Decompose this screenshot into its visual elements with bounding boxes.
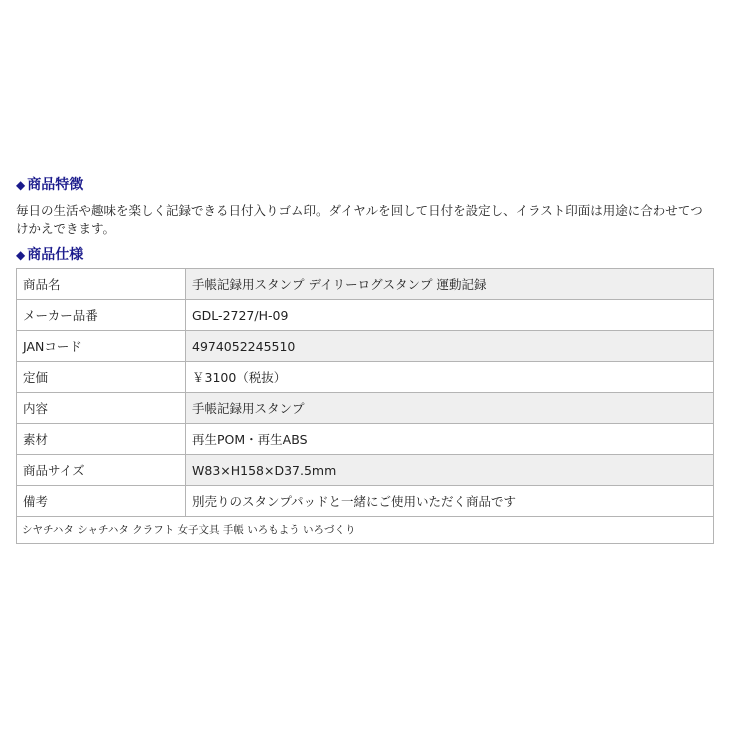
table-row — [17, 362, 714, 393]
table-row — [17, 331, 714, 362]
spec-label-contents: 内容 — [17, 393, 186, 424]
spec-label-maker-code: メーカー品番 — [17, 300, 186, 331]
spec-value-size: W83×H158×D37.5mm — [186, 455, 714, 486]
table-row — [17, 393, 714, 424]
specs-heading — [16, 244, 714, 266]
spec-value-contents: 手帳記録用スタンプ — [186, 393, 714, 424]
diamond-bullet-icon: ◆ — [16, 248, 26, 262]
spec-label-size: 商品サイズ — [17, 455, 186, 486]
keywords-row: シヤチハタ シャチハタ クラフト 女子文具 手帳 いろもよう いろづくり — [16, 517, 714, 544]
specs-heading-text: 商品仕様 — [27, 247, 84, 263]
spec-table — [16, 268, 714, 517]
spec-value-maker-code: GDL-2727/H-09 — [186, 300, 714, 331]
spec-label-jan-code: JANコード — [17, 331, 186, 362]
table-row — [17, 300, 714, 331]
spec-label-product-name: 商品名 — [17, 269, 186, 300]
spec-label-notes: 備考 — [17, 486, 186, 517]
spec-value-price: ￥3100（税抜） — [186, 362, 714, 393]
features-heading-text: 商品特徴 — [27, 177, 84, 193]
table-row — [17, 269, 714, 300]
spec-value-material: 再生POM・再生ABS — [186, 424, 714, 455]
table-row — [17, 486, 714, 517]
product-info — [16, 174, 714, 544]
spec-value-product-name: 手帳記録用スタンプ デイリーログスタンプ 運動記録 — [186, 269, 714, 300]
diamond-bullet-icon: ◆ — [16, 178, 26, 192]
spec-value-notes: 別売りのスタンプパッドと一緒にご使用いただく商品です — [186, 486, 714, 517]
features-heading — [16, 174, 714, 196]
table-row — [17, 424, 714, 455]
table-row — [17, 455, 714, 486]
spec-label-price: 定価 — [17, 362, 186, 393]
features-description: 毎日の生活や趣味を楽しく記録できる日付入りゴム印。ダイヤルを回して日付を設定し、イラスト印面は用途に合わせてつけかえできます。 — [16, 203, 703, 236]
spec-value-jan-code: 4974052245510 — [186, 331, 714, 362]
spec-label-material: 素材 — [17, 424, 186, 455]
